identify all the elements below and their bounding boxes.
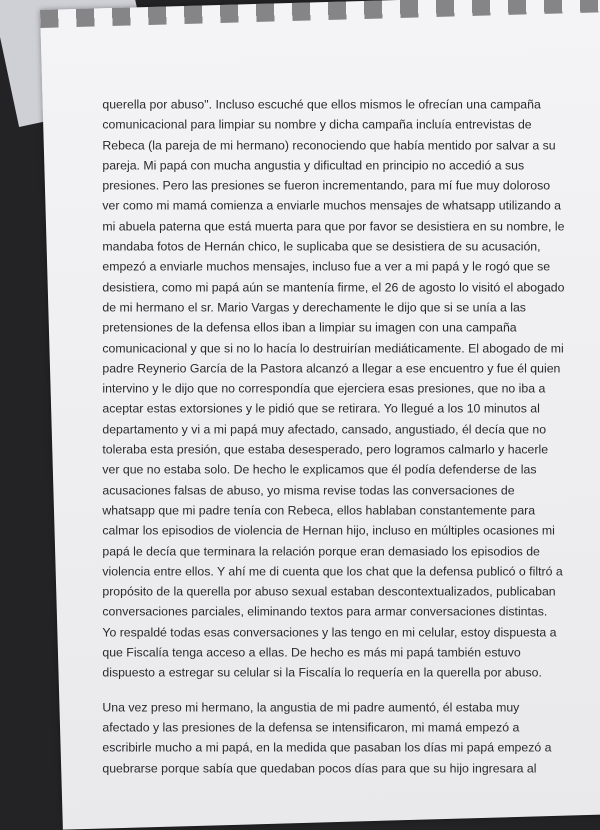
text-line: comunicacional y que si no lo hacía lo destruirían mediáticamente. El abogado de mi xyxy=(102,340,564,355)
text-line: whatsapp que mi padre tenía con Rebeca, ellos hablaban constantemente para xyxy=(102,503,536,518)
text-line: conversaciones parciales, eliminando textos para armar conversaciones distintas. xyxy=(102,604,548,619)
text-line: padre Reynerio García de la Pastora alcanzó a llegar a ese encuentro y fue él quien xyxy=(102,361,561,376)
text-line: toleraba esta presión, que estaba desesperado, pero logramos calmarlo y hacerle xyxy=(102,442,549,457)
text-line: querella por abuso". Incluso escuché que ellos mismos le ofrecían una campaña xyxy=(102,97,541,112)
text-line: departamento y vi a mi papá muy afectado, cansado, angustiado, él decía que no xyxy=(102,422,547,437)
text-line: que Fiscalía tenga acceso a ellas. De hecho es más mi papá también estuvo xyxy=(102,645,521,660)
text-line: violencia entre ellos. Y ahí me di cuenta que los chat que la defensa publicó o filtró a xyxy=(102,564,563,579)
text-line: mi abuela paterna que está muerta para que por favor se desistiera en su nombre, le xyxy=(102,219,565,234)
text-line: empezó a enviarle muchos mensajes, incluso fue a ver a mi papá y le rogó que se xyxy=(102,259,551,274)
text-line: intervino y le dijo que no correspondía que ejerciera esas presiones, que no iba a xyxy=(102,381,546,396)
paragraph xyxy=(102,94,565,683)
text-line: pareja. Mi papá con mucha angustia y dificultad en principio no accedió a sus xyxy=(102,158,525,173)
text-line: de mi hermano el sr. Mario Vargas y derechamente le dijo que si se unía a las xyxy=(102,300,526,315)
text-line: afectado y las presiones de la defensa se intensificaron, mi mamá empezó a xyxy=(102,720,520,735)
text-line: ver como mi mamá comienza a enviarle muchos mensajes de whatsapp utilizando a xyxy=(102,198,562,213)
text-line: calmar los episodios de violencia de Hernan hijo, incluso en múltiples ocasiones mi xyxy=(102,523,555,538)
text-line: comunicacional para limpiar su nombre y dicha campaña incluía entrevistas de xyxy=(102,117,532,132)
text-line: ver que no estaba solo. De hecho le explicamos que él podía defenderse de las xyxy=(102,462,537,477)
text-line: acusaciones falsas de abuso, yo misma revise todas las conversaciones de xyxy=(102,482,515,497)
text-line: mandaba fotos de Hernán chico, le suplicaba que se desistiera de su acusación, xyxy=(102,239,541,254)
text-line: papá le decía que terminara la relación porque eran demasiado los episodios de xyxy=(102,543,540,558)
text-line: escribirle mucho a mi papá, en la medida que pasaban los días mi papá empezó a xyxy=(102,740,552,755)
text-line: aceptar estas extorsiones y le pidió que se retirara. Yo llegué a los 10 minutos al xyxy=(102,401,540,416)
document-body xyxy=(102,94,565,778)
text-line: desistiera, como mi papá aún se mantenía firme, el 26 de agosto lo visitó el abogado xyxy=(102,279,565,294)
text-line: Yo respaldé todas esas conversaciones y las tengo en mi celular, estoy dispuesta a xyxy=(102,625,557,640)
document-page xyxy=(40,0,600,830)
paragraph xyxy=(102,697,552,778)
text-line: pretensiones de la defensa ellos iban a limpiar su imagen con una campaña xyxy=(102,320,517,335)
text-line: dispuesto a estregar su celular si la Fiscalía lo requería en la querella por abuso. xyxy=(102,665,542,680)
text-line: Rebeca (la pareja de mi hermano) reconociendo que había mentido por salvar a su xyxy=(102,137,556,152)
text-line: Una vez preso mi hermano, la angustia de mi padre aumentó, él estaba muy xyxy=(102,699,520,714)
text-line: presiones. Pero las presiones se fueron incrementando, para mí fue muy doloroso xyxy=(102,178,551,193)
text-line: propósito de la querella por abuso sexual estaban descontextualizados, publicaban xyxy=(102,584,556,599)
text-line: quebrarse porque sabía que quedaban pocos días para que su hijo ingresara al xyxy=(102,760,537,775)
